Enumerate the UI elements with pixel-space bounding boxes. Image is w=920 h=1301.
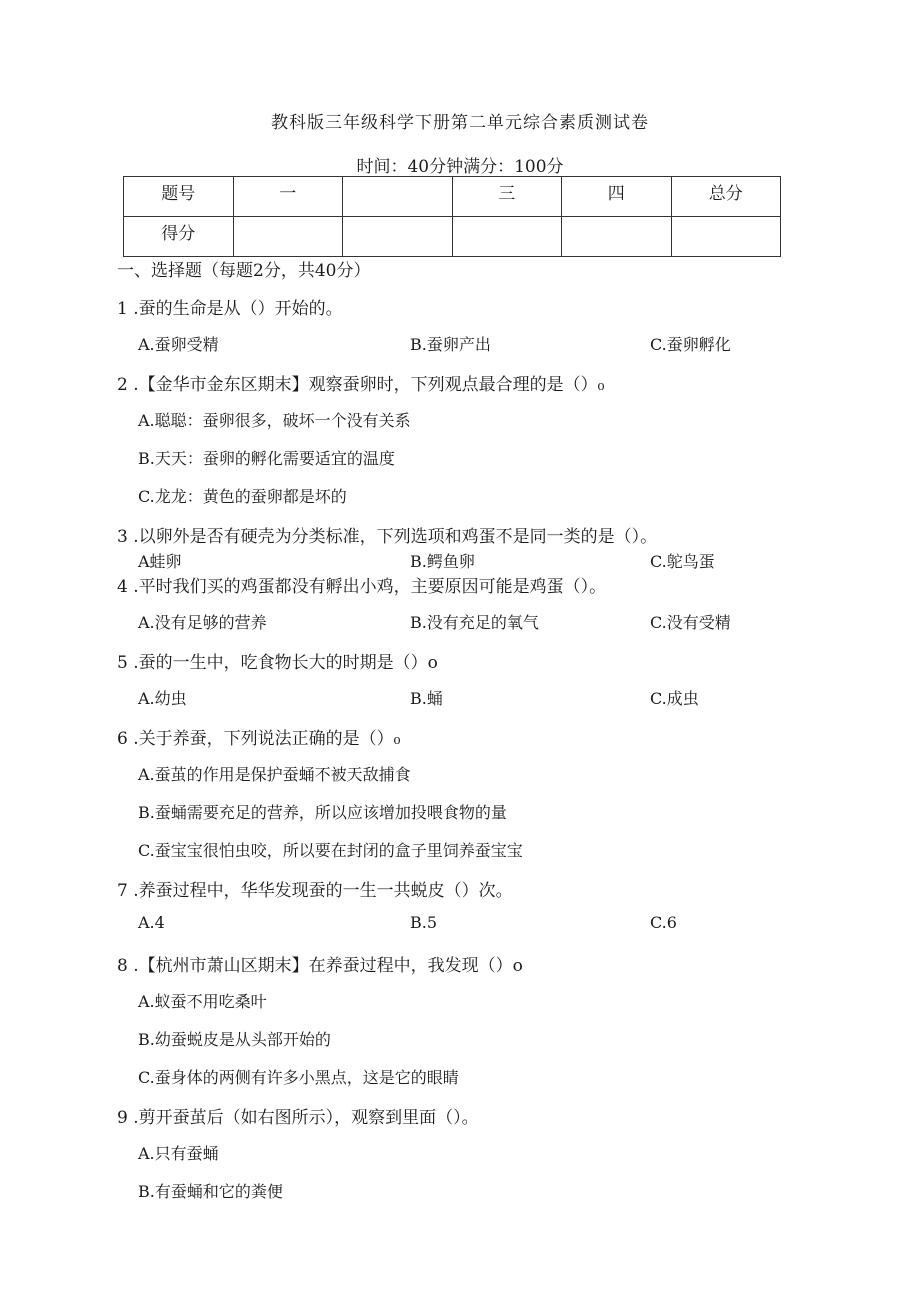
option[interactable]: B.蚕蛹需要充足的营养，所以应该增加投喂食物的量: [138, 803, 507, 822]
question-stem: 8 .【杭州市萧山区期末】在养蚕过程中，我发现（）o: [117, 956, 523, 976]
question-stem: 6 .关于养蚕，下列说法正确的是（）₀: [117, 729, 401, 749]
header-cell: 一: [233, 177, 343, 217]
header-cell: 四: [562, 177, 672, 217]
option[interactable]: C.6: [650, 913, 677, 932]
question-stem: 5 .蚕的一生中，吃食物长大的时期是（）o: [117, 653, 438, 673]
time-info: 时间：40分钟满分：100分: [356, 157, 564, 177]
option[interactable]: C.龙龙：黄色的蚕卵都是坏的: [138, 487, 347, 506]
option[interactable]: C.蚕卵孵化: [650, 335, 731, 354]
row-label: 得分: [124, 217, 234, 257]
option[interactable]: B.5: [410, 913, 438, 932]
score-table-score-row: [124, 217, 781, 257]
question-stem: 9 .剪开蚕茧后（如右图所示），观察到里面（）。: [117, 1108, 479, 1128]
header-cell: 总分: [671, 177, 781, 217]
score-cell[interactable]: [233, 217, 343, 257]
question-stem: 4 .平时我们买的鸡蛋都没有孵出小鸡，主要原因可能是鸡蛋（）。: [117, 577, 607, 597]
question-stem: 1 .蚕的生命是从（）开始的。: [117, 299, 343, 319]
option[interactable]: C.鸵鸟蛋: [650, 552, 715, 571]
option[interactable]: C.蚕宝宝很怕虫咬，所以要在封闭的盒子里饲养蚕宝宝: [138, 841, 523, 860]
option[interactable]: A.没有足够的营养: [138, 613, 267, 632]
score-cell[interactable]: [343, 217, 453, 257]
option[interactable]: B.鳄鱼卵: [410, 552, 475, 571]
score-cell[interactable]: [671, 217, 781, 257]
score-cell[interactable]: [452, 217, 562, 257]
question-stem: 2 .【金华市金东区期末】观察蚕卵时，下列观点最合理的是（）₀: [117, 375, 605, 395]
header-cell: [343, 177, 453, 217]
header-cell: 三: [452, 177, 562, 217]
option[interactable]: A.4: [138, 913, 165, 932]
option[interactable]: A蛙卵: [138, 552, 182, 571]
question-stem: 7 .养蚕过程中，华华发现蚕的一生一共蜕皮（）次。: [117, 881, 513, 901]
option[interactable]: A.只有蚕蛹: [138, 1144, 219, 1163]
page-title: 教科版三年级科学下册第二单元综合素质测试卷: [271, 113, 649, 133]
option[interactable]: C.没有受精: [650, 613, 731, 632]
score-table-header-row: [124, 177, 781, 217]
option[interactable]: C.成虫: [650, 689, 699, 708]
option[interactable]: B.天天：蚕卵的孵化需要适宜的温度: [138, 449, 395, 468]
option[interactable]: A.蚕卵受精: [138, 335, 219, 354]
option[interactable]: A.蚕茧的作用是保护蚕蛹不被天敌捕食: [138, 765, 411, 784]
option[interactable]: B.蚕卵产出: [410, 335, 491, 354]
option[interactable]: A.聪聪：蚕卵很多，破坏一个没有关系: [138, 411, 411, 430]
score-table: [123, 176, 781, 257]
option[interactable]: A.幼虫: [138, 689, 187, 708]
question-stem: 3 .以卵外是否有硬壳为分类标准，下列选项和鸡蛋不是同一类的是（）。: [117, 527, 658, 547]
header-cell: 题号: [124, 177, 234, 217]
option[interactable]: C.蚕身体的两侧有许多小黑点，这是它的眼睛: [138, 1068, 459, 1087]
section-heading: 一、选择题（每题2分，共40分）: [117, 261, 371, 281]
score-cell[interactable]: [562, 217, 672, 257]
option[interactable]: B.有蚕蛹和它的粪便: [138, 1182, 283, 1201]
option[interactable]: B.幼蚕蜕皮是从头部开始的: [138, 1030, 331, 1049]
option[interactable]: B.没有充足的氧气: [410, 613, 539, 632]
option[interactable]: A.蚁蚕不用吃桑叶: [138, 992, 267, 1011]
option[interactable]: B.蛹: [410, 689, 443, 708]
